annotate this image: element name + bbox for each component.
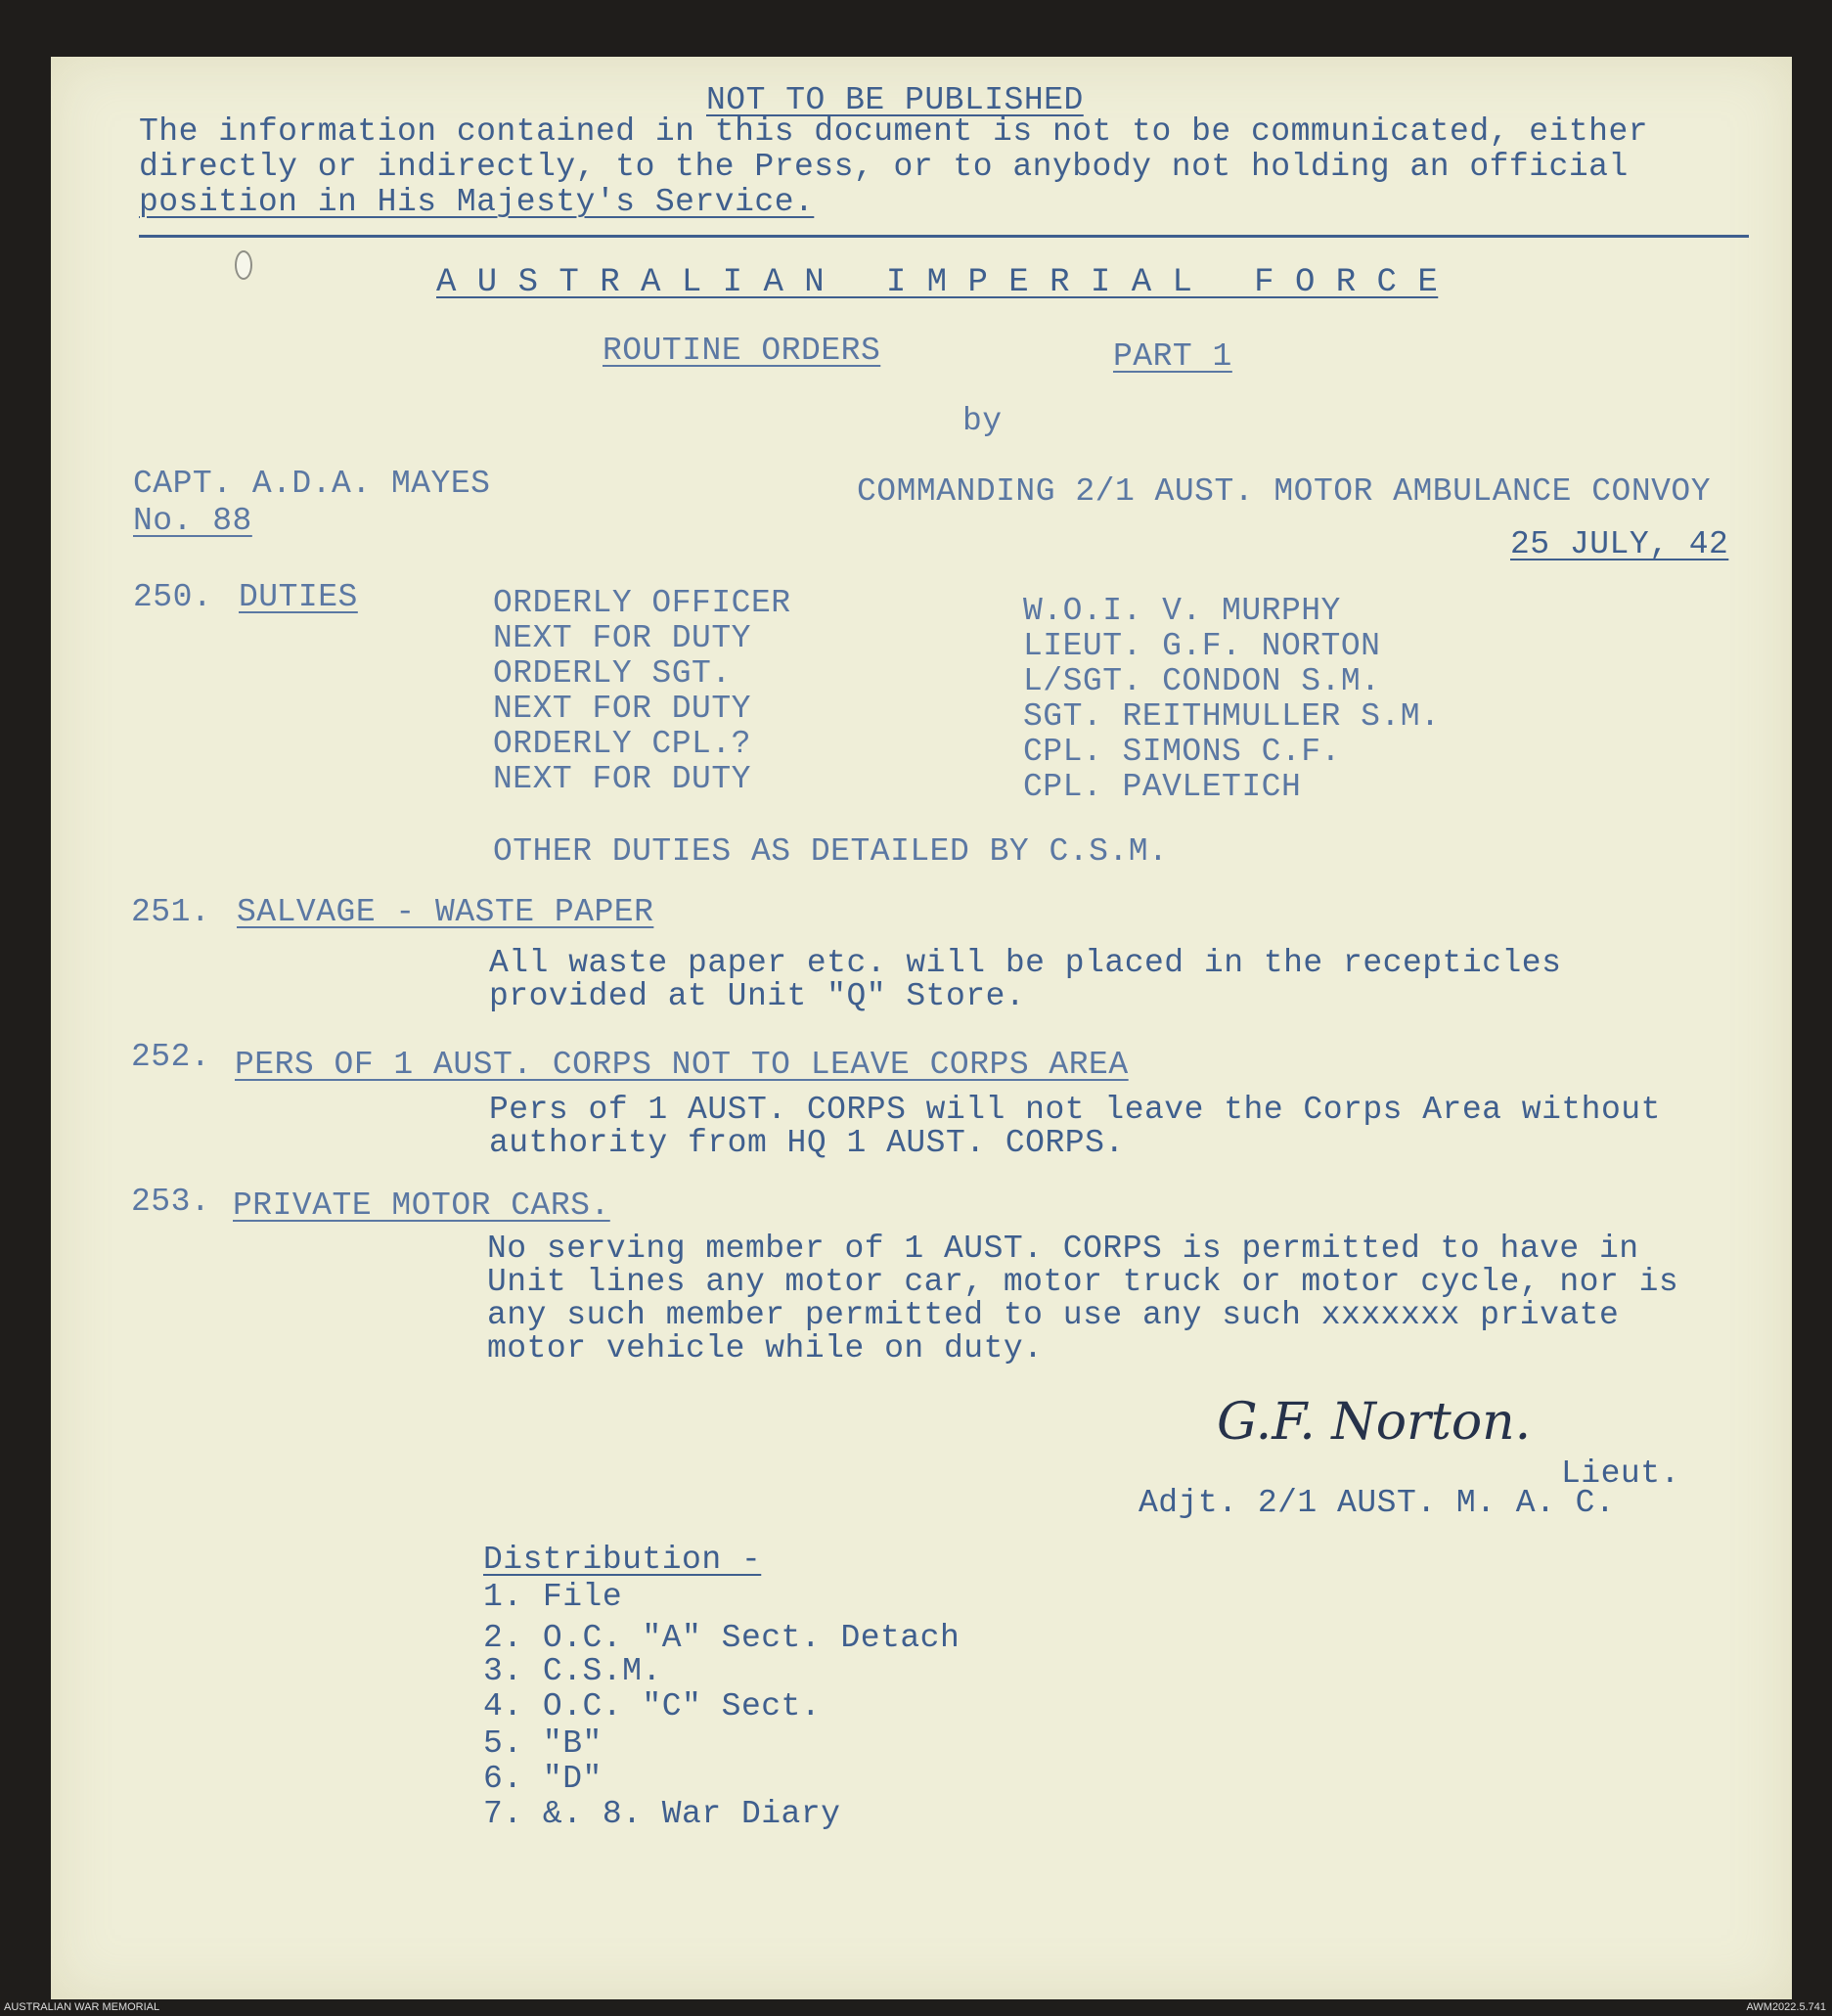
item-text-line: any such member permitted to use any such xxxxxxx private bbox=[487, 1297, 1620, 1333]
distribution-item: 4. O.C. "C" Sect. bbox=[483, 1688, 822, 1725]
warning-line-1: The information contained in this document is not to be communicated, either bbox=[139, 113, 1649, 150]
duties-heading: DUTIES bbox=[239, 579, 358, 615]
routine-orders-title: ROUTINE ORDERS bbox=[603, 333, 881, 369]
item-heading-corps-area: PERS OF 1 AUST. CORPS NOT TO LEAVE CORPS AREA bbox=[235, 1047, 1129, 1083]
warning-line-3: position in His Majesty's Service. bbox=[139, 184, 815, 220]
header-rule bbox=[139, 235, 1749, 238]
punch-hole bbox=[235, 250, 252, 280]
item-number-252: 252. bbox=[131, 1039, 211, 1075]
signature-position: Adjt. 2/1 AUST. M. A. C. bbox=[1139, 1485, 1616, 1521]
item-text-line: Unit lines any motor car, motor truck or motor cycle, nor is bbox=[487, 1264, 1679, 1300]
duty-role: ORDERLY SGT. bbox=[493, 655, 732, 692]
duty-name: L/SGT. CONDON S.M. bbox=[1023, 663, 1381, 699]
other-duties: OTHER DUTIES AS DETAILED BY C.S.M. bbox=[493, 833, 1169, 870]
duty-role: NEXT FOR DUTY bbox=[493, 761, 751, 797]
item-number-250: 250. bbox=[133, 579, 213, 615]
distribution-item: 5. "B" bbox=[483, 1725, 603, 1762]
item-text-line: authority from HQ 1 AUST. CORPS. bbox=[489, 1125, 1125, 1161]
item-number-253: 253. bbox=[131, 1184, 211, 1220]
item-text-line: provided at Unit "Q" Store. bbox=[489, 978, 1026, 1014]
not-to-be-published-title: NOT TO BE PUBLISHED bbox=[706, 82, 1084, 118]
archive-footer-left: AUSTRALIAN WAR MEMORIAL bbox=[4, 2001, 160, 2013]
item-text-line: Pers of 1 AUST. CORPS will not leave the Corps Area without bbox=[489, 1092, 1661, 1128]
item-text-line: No serving member of 1 AUST. CORPS is permitted to have in bbox=[487, 1231, 1639, 1267]
duty-name: LIEUT. G.F. NORTON bbox=[1023, 628, 1381, 664]
item-heading-salvage: SALVAGE - WASTE PAPER bbox=[237, 894, 654, 930]
by-label: by bbox=[962, 403, 1003, 439]
item-number-251: 251. bbox=[131, 894, 211, 930]
duty-name: W.O.I. V. MURPHY bbox=[1023, 593, 1341, 629]
force-title: A U S T R A L I A N I M P E R I A L F O R C E bbox=[436, 264, 1439, 301]
distribution-item: 7. &. 8. War Diary bbox=[483, 1796, 841, 1832]
duty-name: CPL. PAVLETICH bbox=[1023, 769, 1302, 805]
duty-name: SGT. REITHMULLER S.M. bbox=[1023, 698, 1441, 735]
handwritten-signature: G.F. Norton. bbox=[1217, 1393, 1532, 1452]
duty-role: ORDERLY CPL.? bbox=[493, 726, 751, 762]
archive-footer-right: AWM2022.5.741 bbox=[1746, 2001, 1826, 2013]
distribution-item: 2. O.C. "A" Sect. Detach bbox=[483, 1620, 961, 1656]
distribution-item: 6. "D" bbox=[483, 1761, 603, 1797]
command-line: COMMANDING 2/1 AUST. MOTOR AMBULANCE CONVOY bbox=[857, 473, 1712, 510]
duty-name: CPL. SIMONS C.F. bbox=[1023, 734, 1341, 770]
order-number: No. 88 bbox=[133, 503, 252, 539]
document-page bbox=[51, 57, 1792, 1999]
warning-line-2: directly or indirectly, to the Press, or to anybody not holding an official bbox=[139, 149, 1629, 185]
distribution-item: 1. File bbox=[483, 1579, 623, 1615]
duty-role: NEXT FOR DUTY bbox=[493, 620, 751, 656]
duty-role: NEXT FOR DUTY bbox=[493, 691, 751, 727]
signature-rank: Lieut. bbox=[1561, 1456, 1680, 1492]
item-heading-motor-cars: PRIVATE MOTOR CARS. bbox=[233, 1187, 610, 1224]
distribution-item: 3. C.S.M. bbox=[483, 1653, 662, 1689]
duty-role: ORDERLY OFFICER bbox=[493, 585, 791, 621]
item-text-line: All waste paper etc. will be placed in the recepticles bbox=[489, 945, 1562, 981]
item-text-line: motor vehicle while on duty. bbox=[487, 1330, 1044, 1366]
distribution-title: Distribution - bbox=[483, 1542, 762, 1578]
order-date: 25 JULY, 42 bbox=[1510, 526, 1729, 562]
officer-name: CAPT. A.D.A. MAYES bbox=[133, 466, 491, 502]
part-label: PART 1 bbox=[1113, 338, 1232, 375]
